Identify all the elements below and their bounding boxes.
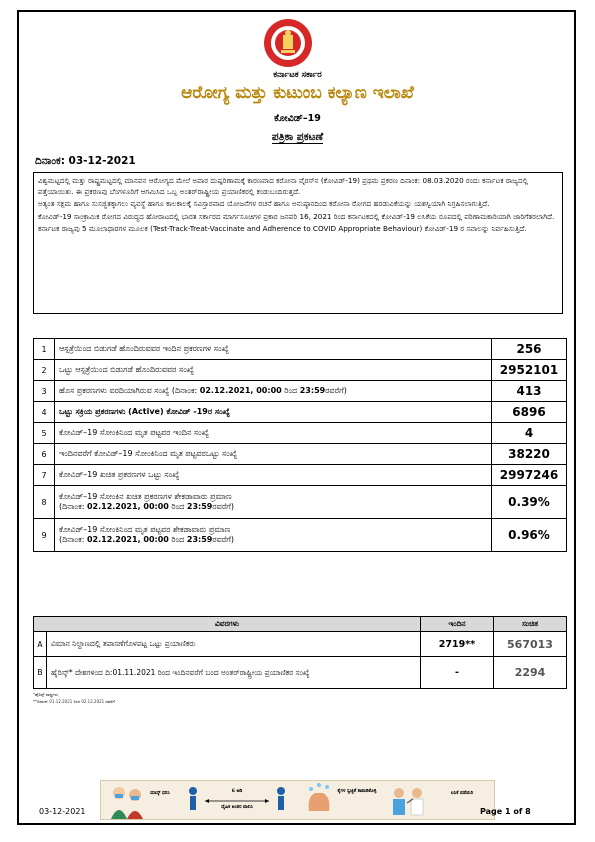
government-name: ಕರ್ನಾಟಕ ಸರ್ಕಾರ xyxy=(273,70,322,80)
row-label-suffix: ರವರೆಗೆ) xyxy=(212,535,235,544)
row-label: ಇಂದಿನವರೆಗೆ ಕೋವಿಡ್–19 ಸೋಂಕಿನಿಂದ ಮೃತ ಪಟ್ಟವರಒಟ್ಟು ಸಂಖ್ಯೆ xyxy=(55,444,492,465)
row-label: ಒಟ್ಟು ಸಕ್ರಿಯ ಪ್ರಕರಣಗಳು (Active) ಕೋವಿಡ್ -19ರ ಸಂಖ್ಯೆ xyxy=(55,402,492,423)
mask-label: ಮಾಸ್ಕ್ ಧರಿಸಿ xyxy=(150,791,170,796)
row-number: 8 xyxy=(34,486,55,519)
covid-title: ಕೋವಿಡ್–19 xyxy=(274,113,321,124)
row-today: 2719** xyxy=(421,632,494,657)
row-label-suffix: ರವರೆಗೆ) xyxy=(212,502,235,511)
row-value: 0.96% xyxy=(492,519,567,552)
row-label xyxy=(55,519,492,552)
row-label: ವಿಮಾನ ನಿಲ್ದಾಣದಲ್ಲಿ ತಪಾಸಣೆಗೊಳಪಟ್ಟ ಒಟ್ಟು ಪ್ರಯಾಣಿಕರು xyxy=(47,632,421,657)
header-details: ವಿವರಗಳು xyxy=(34,617,421,632)
row-value: 4 xyxy=(492,423,567,444)
intro-paragraph-4: ಕರ್ನಾಟಕ ರಾಜ್ಯವು 5 ಮೂಲಾಧಾರಗಳ ಮೂಲಕ (Test-Track-Treat-Vaccinate and Adherence to COVID Appropriate Behaviour) ಕೋವಿಡ್-19 ರ ಸವಾಲನ್ನು ನಿರ್ವಹಿಸುತ್ತಿದೆ. xyxy=(38,224,527,234)
stats-table xyxy=(33,338,567,552)
intro-paragraph-3: ಕೋವಿಡ್-19 ಸಾಂಕ್ರಾಮಿಕ ರೋಗದ ವಿರುದ್ಧದ ಹೋರಾಟದಲ್ಲಿ ಭಾರತ ಸರ್ಕಾರದ ಮಾರ್ಗಸೂಚಿಗಳ ಪ್ರಕಾರ ಜನವರಿ 16, 2021 ರಿಂದ ಕರ್ನಾಟಕದಲ್ಲಿ ಕೋವಿಡ್-19 ಲಸಿಕೆಯ ರೂಪದಲ್ಲಿ ಪರಿಣಾಮಕಾರಿಯಾಗಿ ಜಾರಿಗೆತರಲಾಗಿದೆ. xyxy=(38,211,555,221)
page-number: Page 1 of 8 xyxy=(480,807,531,816)
row-value: 2997246 xyxy=(492,465,567,486)
release-date: ದಿನಾಂಕ: 03-12-2021 xyxy=(35,155,136,167)
table-row xyxy=(34,423,567,444)
row-label-to: 23:59 xyxy=(186,502,213,511)
row-number: 5 xyxy=(34,423,55,444)
row-cumulative: 567013 xyxy=(494,632,567,657)
row-label: ಕೋವಿಡ್–19 ಸೋಂಕಿನಿಂದ ಮೃತ ಪಟ್ಟವರ ಇಂದಿನ ಸಂಖ್ಯೆ xyxy=(55,423,492,444)
row-label-text: ಕೋವಿಡ್–19 ಸೋಂಕಿನ ಖಚಿತ ಪ್ರಕರಣಗಳ ಶೇಕಡಾವಾರು ಪ್ರಮಾಣ xyxy=(59,492,232,501)
table-row xyxy=(34,339,567,360)
press-release-text: ಪತ್ರಿಕಾ ಪ್ರಕಟಣೆ xyxy=(271,131,324,143)
row-value: 0.39% xyxy=(492,486,567,519)
table-row xyxy=(34,402,567,423)
row-number: 9 xyxy=(34,519,55,552)
row-number: 2 xyxy=(34,360,55,381)
row-label-from: ರಿಂದ xyxy=(171,502,185,511)
table-row xyxy=(34,465,567,486)
row-value: 2952101 xyxy=(492,360,567,381)
row-label-text: ಹೊಸ ಪ್ರಕರಣಗಳು ವರದಿಯಾಗಿರುವ ಸಂಖ್ಯೆ (ದಿನಾಂಕ: xyxy=(59,386,198,395)
row-label: ಆಸ್ಪತ್ರೆಯಿಂದ ಬಿಡುಗಡೆ ಹೊಂದಿರುವವರ ಇಂದಿನ ಪ್ರಕರಣಗಳ ಸಂಖ್ಯೆ xyxy=(55,339,492,360)
handwash-icon xyxy=(301,781,337,819)
covid-guidelines-banner xyxy=(100,780,495,820)
row-number: 6 xyxy=(34,444,55,465)
row-label: ಒಟ್ಟು ಆಸ್ಪತ್ರೆಯಿಂದ ಬಿಡುಗಡೆ ಹೊಂದಿರುವವರ ಸಂಖ್ಯೆ xyxy=(55,360,492,381)
row-value: 38220 xyxy=(492,444,567,465)
table-row xyxy=(34,486,567,519)
intro-box xyxy=(33,172,563,314)
table-row xyxy=(34,444,567,465)
row-label-text: ಕೋವಿಡ್–19 ಸೋಂಕಿನಿಂದ ಮೃತ ಪಟ್ಟವರ ಶೇಕಡಾವಾರು ಪ್ರಮಾಣ xyxy=(59,525,231,534)
table-row xyxy=(34,657,567,689)
row-number: 1 xyxy=(34,339,55,360)
row-label-range: 02.12.2021, 00:00 xyxy=(199,386,282,395)
row-label-range: 02.12.2021, 00:00 xyxy=(86,535,169,544)
row-label-suffix: ರವರೆಗೆ) xyxy=(325,386,347,395)
row-label-from: ರಿಂದ xyxy=(171,535,185,544)
row-number: 3 xyxy=(34,381,55,402)
karnataka-emblem-icon xyxy=(257,17,319,69)
row-letter: B xyxy=(34,657,47,689)
handwash-label: ಕೈಗಳ ಸ್ವಚ್ಛತೆ ಕಾಪಾಡಿಕೊಳ್ಳಿ xyxy=(337,789,377,794)
row-label-from: ರಿಂದ xyxy=(284,386,298,395)
row-today: - xyxy=(421,657,494,689)
header-cumulative: ಸಂಚಿತ xyxy=(494,617,567,632)
row-value: 6896 xyxy=(492,402,567,423)
press-release-heading xyxy=(0,131,595,144)
vaccination-label: ಲಸಿಕೆ ಪಡೆಯಿರಿ xyxy=(450,791,474,796)
department-title: ಆರೋಗ್ಯ ಮತ್ತು ಕುಟುಂಬ ಕಲ್ಯಾಣ ಇಲಾಖೆ xyxy=(181,83,414,103)
row-number: 4 xyxy=(34,402,55,423)
table-row xyxy=(34,632,567,657)
row-label-sub xyxy=(59,502,487,512)
intro-paragraph-2: ಅತ್ಯಂತ ಸಕ್ಷಮ ಹಾಗೂ ಸುಸಜ್ಜಿತಕ್ಕಾಗಲು ವ್ಯವಸ್ಥೆ ಹಾಗೂ ಕಾಲಕಾಲಕ್ಕೆ ಸವಿಸ್ತಾರವಾದ ಯೋಜನೆಗಳ ರಚನೆ ಹಾಗೂ ಅನುಷ್ಠಾನದಿಂದ ಕರೋನಾ ರೋಗದ ಹರಡುವಿಕೆಯನ್ನು ಯಶಸ್ವಿಯಾಗಿ ನಿಗ್ರಹಿಸಲಾಗುತ್ತಿದೆ. xyxy=(38,199,490,209)
row-label: ಹೈರಿಸ್ಕ್* ದೇಶಗಳಿಂದ ದಿ:01.11.2021 ರಿಂದ ಇಂದಿನವರೆಗೆ ಬಂದ ಅಂತರ್‌ರಾಷ್ಟ್ರೀಯ ಪ್ರಯಾಣಿಕರ ಸಂಖ್ಯೆ xyxy=(47,657,421,689)
distance-label: ದೈಹಿಕ ಅಂತರ ಪಾಲಿಸಿ xyxy=(221,805,253,810)
row-label-range: 02.12.2021, 00:00 xyxy=(86,502,169,511)
footer-date: 03-12-2021 xyxy=(39,807,86,816)
row-number: 7 xyxy=(34,465,55,486)
row-label xyxy=(55,486,492,519)
vaccination-icon xyxy=(385,781,431,819)
details-header-row xyxy=(34,617,567,632)
table-row xyxy=(34,519,567,552)
row-label-prefix: (ದಿನಾಂಕ: xyxy=(59,502,85,511)
footnote-date-range: **ದಿನಾಂಕ: 01.12.2021 ರಿಂದ 02.12.2021 ರವರೆಗೆ xyxy=(33,699,115,704)
header-today: ಇಂದಿನ xyxy=(421,617,494,632)
row-label xyxy=(55,381,492,402)
row-label: ಕೋವಿಡ್–19 ಖಚಿತ ಪ್ರಕರಣಗಳ ಒಟ್ಟು ಸಂಖ್ಯೆ xyxy=(55,465,492,486)
intro-paragraph-1: ವಿಶ್ವಮಟ್ಟದಲ್ಲಿ ಮತ್ತು ರಾಷ್ಟ್ರಮಟ್ಟದಲ್ಲಿ ಮಾನವನ ಆರೋಗ್ಯದ ಮೇಲೆ ಅಪಾರ ದುಷ್ಪರಿಣಾಮಕ್ಕೆ ಕಾರಣವಾದ ಕರೋನಾ ವೈರಸ್‌ನ (ಕೋವಿಡ್-19) ಪ್ರಥಮ ಪ್ರಕರಣ ದಿನಾಂಕ: 08.03.2020 ರಂದು ಕರ್ನಾಟಕ ರಾಜ್ಯದಲ್ಲಿ ಪತ್ತೆಯಾಯಿತು. ಈ ಪ್ರಕರಣವು ಬೆಂಗಳೂರಿಗೆ ಆಗಮಿಸಿದ ಒಬ್ಬ ಅಂತರ್‌ರಾಷ್ಟ್ರೀಯ ಪ್ರಯಾಣಿಕರಲ್ಲಿ ಕಂಡುಬಂದಿರುತ್ತದೆ. xyxy=(38,176,529,196)
row-label-to: 23:59 xyxy=(299,386,326,395)
table-row xyxy=(34,360,567,381)
row-letter: A xyxy=(34,632,47,657)
distance-icon xyxy=(185,781,289,819)
details-table xyxy=(33,616,567,689)
row-value: 413 xyxy=(492,381,567,402)
row-label-prefix: (ದಿನಾಂಕ: xyxy=(59,535,85,544)
row-value: 256 xyxy=(492,339,567,360)
footnote-high-risk: *ಹೈರಿಸ್ಕ್ ರಾಷ್ಟ್ರಗಳು xyxy=(33,692,59,697)
distance-value: 6 ಅಡಿ xyxy=(231,789,243,794)
row-label-sub xyxy=(59,535,487,545)
table-row xyxy=(34,381,567,402)
row-cumulative: 2294 xyxy=(494,657,567,689)
mask-people-icon xyxy=(107,781,147,819)
row-label-to: 23:59 xyxy=(186,535,213,544)
